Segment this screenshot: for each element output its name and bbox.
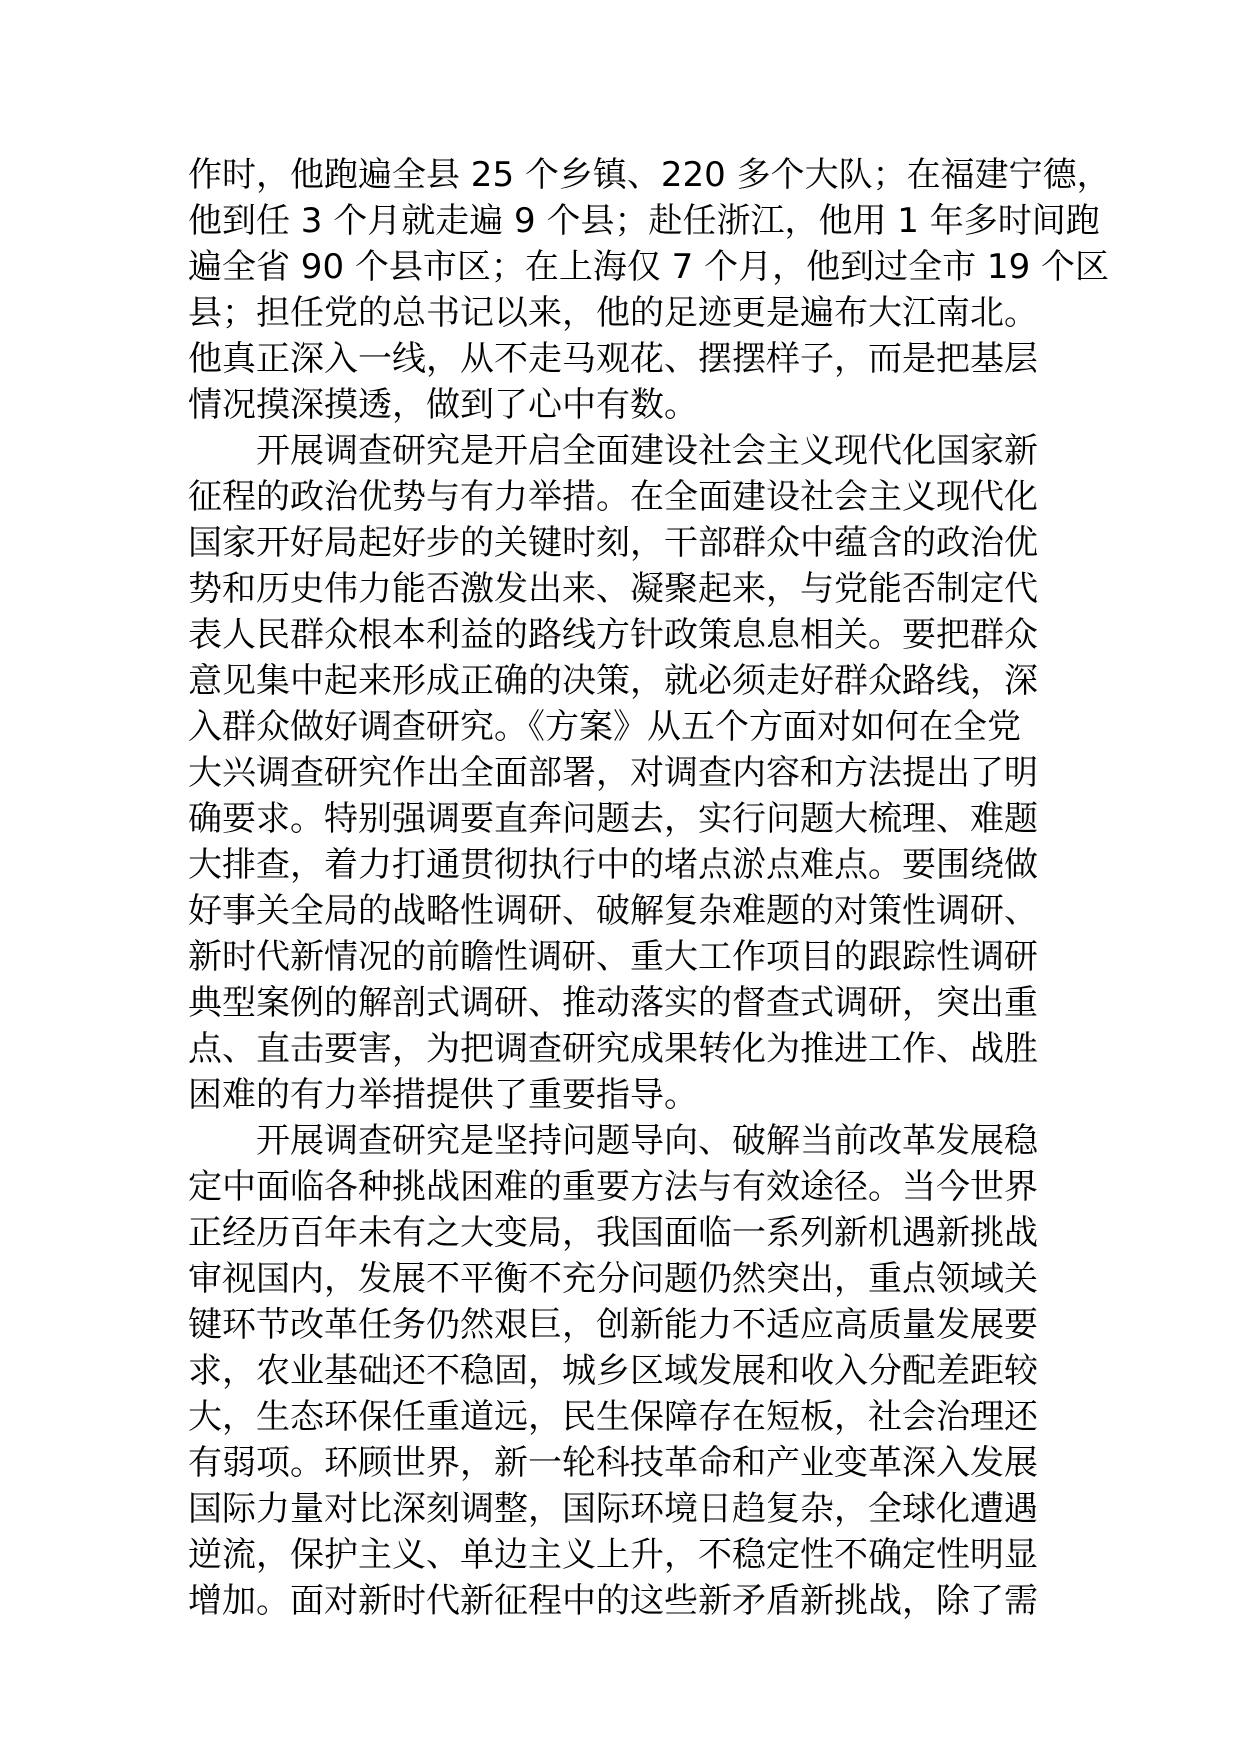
text-line: 大，生态环保任重道远，民生保障存在短板，社会治理还	[188, 1397, 1038, 1437]
text-line: 开展调查研究是坚持问题导向、破解当前改革发展稳	[188, 1121, 1038, 1161]
text-line: 典型案例的解剖式调研、推动落实的督查式调研，突出重	[188, 983, 1038, 1023]
text-line: 确要求。特别强调要直奔问题去，实行问题大梳理、难题	[188, 799, 1038, 839]
text-line: 大排查，着力打通贯彻执行中的堵点淤点难点。要围绕做	[188, 845, 1038, 885]
text-line: 键环节改革任务仍然艰巨，创新能力不适应高质量发展要	[188, 1305, 1038, 1345]
text-line: 点、直击要害，为把调查研究成果转化为推进工作、战胜	[188, 1029, 1038, 1069]
text-line: 正经历百年未有之大变局，我国面临一系列新机遇新挑战	[188, 1213, 1038, 1253]
text-line: 大兴调查研究作出全面部署，对调查内容和方法提出了明	[188, 753, 1038, 793]
text-line: 他真正深入一线，从不走马观花、摆摆样子，而是把基层	[188, 339, 1038, 379]
text-line: 开展调查研究是开启全面建设社会主义现代化国家新	[188, 431, 1038, 471]
text-line: 他到任 3 个月就走遍 9 个县；赴任浙江，他用 1 年多时间跑	[188, 201, 1100, 241]
text-line: 作时，他跑遍全县 25 个乡镇、220 多个大队；在福建宁德，	[188, 155, 1111, 195]
text-line: 困难的有力举措提供了重要指导。	[188, 1075, 698, 1115]
text-line: 国际力量对比深刻调整，国际环境日趋复杂，全球化遭遇	[188, 1489, 1038, 1529]
text-line: 意见集中起来形成正确的决策，就必须走好群众路线，深	[188, 661, 1038, 701]
text-line: 求，农业基础还不稳固，城乡区域发展和收入分配差距较	[188, 1351, 1038, 1391]
text-line: 有弱项。环顾世界，新一轮科技革命和产业变革深入发展	[188, 1443, 1038, 1483]
body-text	[188, 152, 1111, 1624]
text-line: 征程的政治优势与有力举措。在全面建设社会主义现代化	[188, 477, 1038, 517]
text-line: 情况摸深摸透，做到了心中有数。	[188, 385, 698, 425]
text-line: 新时代新情况的前瞻性调研、重大工作项目的跟踪性调研	[188, 937, 1038, 977]
text-line: 国家开好局起好步的关键时刻，干部群众中蕴含的政治优	[188, 523, 1038, 563]
text-line: 定中面临各种挑战困难的重要方法与有效途径。当今世界	[188, 1167, 1038, 1207]
text-line: 势和历史伟力能否激发出来、凝聚起来，与党能否制定代	[188, 569, 1038, 609]
text-line: 好事关全局的战略性调研、破解复杂难题的对策性调研、	[188, 891, 1038, 931]
text-line: 遍全省 90 个县市区；在上海仅 7 个月，他到过全市 19 个区	[188, 247, 1110, 287]
text-line: 县；担任党的总书记以来，他的足迹更是遍布大江南北。	[188, 293, 1038, 333]
text-line: 入群众做好调查研究。《方案》从五个方面对如何在全党	[188, 707, 1021, 747]
text-line: 表人民群众根本利益的路线方针政策息息相关。要把群众	[188, 615, 1038, 655]
text-line: 逆流，保护主义、单边主义上升，不稳定性不确定性明显	[188, 1535, 1038, 1575]
text-line: 审视国内，发展不平衡不充分问题仍然突出，重点领域关	[188, 1259, 1038, 1299]
text-line: 增加。面对新时代新征程中的这些新矛盾新挑战，除了需	[188, 1581, 1038, 1621]
